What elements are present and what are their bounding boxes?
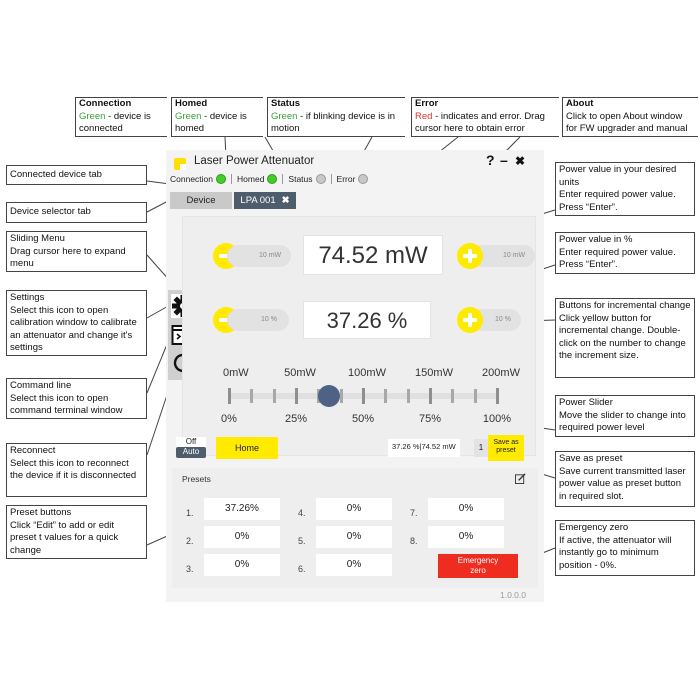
- tab-device-selector[interactable]: Device: [170, 192, 232, 209]
- preset-number: 7.: [410, 508, 418, 518]
- callout-power-slider: Power Slider Move the slider to change into required power level: [555, 395, 695, 437]
- divider: [231, 174, 232, 184]
- homed-indicator: Homed: [237, 174, 277, 184]
- preset-button-3[interactable]: 0%: [204, 554, 280, 576]
- power-percent-input[interactable]: 37.26 %: [303, 301, 431, 339]
- callout-homed: Homed Green - device is homed: [171, 97, 263, 137]
- slider-top-label: 200mW: [482, 367, 520, 379]
- callout-emergency-zero: Emergency zero If active, the attenuator will instantly go to minimum position - 0%.: [555, 520, 695, 576]
- tab-close-icon[interactable]: ✖: [281, 195, 290, 206]
- slider-tick: [340, 389, 343, 403]
- app-logo-icon: [174, 158, 186, 170]
- slider-tick: [228, 388, 231, 404]
- preset-button-4[interactable]: 0%: [316, 498, 392, 520]
- preset-number: 1.: [186, 508, 194, 518]
- error-led-icon[interactable]: [358, 174, 368, 184]
- callout-error: Error Red - indicates and error. Drag cursor here to obtain error: [411, 97, 559, 137]
- increase-percent-button[interactable]: [457, 307, 483, 333]
- callout-save-as-preset: Save as preset Save current transmitted laser power value as preset button in required slot.: [555, 451, 695, 507]
- slider-bottom-label: 75%: [418, 413, 442, 425]
- preset-number: 2.: [186, 536, 194, 546]
- preset-button-7[interactable]: 0%: [428, 498, 504, 520]
- version-label: 1.0.0.0: [500, 590, 526, 600]
- slider-tick: [273, 389, 276, 403]
- preset-number: 8.: [410, 536, 418, 546]
- divider: [331, 174, 332, 184]
- presets-panel: [172, 468, 538, 588]
- close-button[interactable]: ✖: [515, 154, 526, 168]
- preset-number: 4.: [298, 508, 306, 518]
- slider-bottom-label: 0%: [221, 413, 237, 425]
- preset-button-1[interactable]: 37.26%: [204, 498, 280, 520]
- tab-lpa-001[interactable]: LPA 001 ✖: [234, 192, 296, 209]
- slider-tick: [451, 389, 454, 403]
- preset-slot-selector[interactable]: 1: [474, 439, 488, 457]
- slider-tick: [429, 388, 432, 404]
- slider-top-label: 100mW: [348, 367, 386, 379]
- save-as-preset-button[interactable]: Save as preset: [488, 435, 524, 461]
- device-tabs: [170, 192, 296, 209]
- status-led-icon: [316, 174, 326, 184]
- callout-preset-buttons: Preset buttons Click “Edit” to add or edit preset t values for a quick change: [6, 505, 147, 559]
- homed-led-icon: [267, 174, 277, 184]
- slider-tick: [474, 389, 477, 403]
- callout-connection: Connection Green - device is connected: [75, 97, 167, 137]
- slider-bottom-label: 50%: [351, 413, 375, 425]
- app-title: Laser Power Attenuator: [194, 155, 315, 167]
- presets-title: Presets: [182, 474, 211, 484]
- slider-tick: [384, 389, 387, 403]
- callout-command-line: Command line Select this icon to open command terminal window: [6, 378, 147, 419]
- slider-tick: [496, 388, 499, 404]
- power-control-panel: [182, 216, 536, 456]
- laser-power-attenuator-window: [166, 150, 544, 602]
- callout-incremental-buttons: Buttons for incremental change Click yellow button for incremental change. Double-click on the number to change the increment size.: [555, 298, 695, 378]
- slider-tick: [295, 388, 298, 404]
- auto-toggle[interactable]: [176, 437, 206, 458]
- slider-knob[interactable]: [318, 385, 340, 407]
- callout-about: About Click to open About window for FW upgrader and manual: [562, 97, 698, 137]
- callout-power-units: Power value in your desired units Enter required power value. Press “Enter”.: [555, 162, 695, 216]
- status-indicators: [170, 174, 373, 184]
- preset-button-5[interactable]: 0%: [316, 526, 392, 548]
- status-indicator: Status: [288, 174, 325, 184]
- preset-button-8[interactable]: 0%: [428, 526, 504, 548]
- connection-led-icon: [216, 174, 226, 184]
- percent-increment-size-right[interactable]: 10 %: [471, 309, 521, 331]
- mw-increment-size[interactable]: 10 mW: [227, 245, 291, 267]
- callout-settings: Settings Select this icon to open calibration window to calibrate an attenuator and change it's settings: [6, 290, 147, 356]
- preset-number: 6.: [298, 564, 306, 574]
- slider-bottom-label: 100%: [482, 413, 512, 425]
- preset-button-6[interactable]: 0%: [316, 554, 392, 576]
- power-slider[interactable]: [213, 367, 520, 427]
- percent-increment-size[interactable]: 10 %: [227, 309, 289, 331]
- toggle-off-label: Off: [176, 437, 206, 447]
- increase-mw-button[interactable]: [457, 243, 483, 269]
- callout-power-percent: Power value in % Enter required power value. Press “Enter”.: [555, 232, 695, 274]
- minimize-button[interactable]: –: [500, 152, 508, 168]
- toggle-auto-label: Auto: [176, 447, 206, 458]
- edit-presets-icon[interactable]: [515, 473, 526, 484]
- callout-status: Status Green - if blinking device is in motion: [267, 97, 405, 137]
- divider: [282, 174, 283, 184]
- preset-number: 5.: [298, 536, 306, 546]
- home-button[interactable]: Home: [216, 437, 278, 459]
- about-help-button[interactable]: ?: [486, 152, 495, 168]
- callout-reconnect: Reconnect Select this icon to reconnect the device if it is disconnected: [6, 443, 147, 497]
- callout-device-selector-tab: Device selector tab: [6, 202, 147, 223]
- power-mw-input[interactable]: 74.52 mW: [303, 235, 443, 275]
- slider-tick: [407, 389, 410, 403]
- preset-button-2[interactable]: 0%: [204, 526, 280, 548]
- preset-number: 3.: [186, 564, 194, 574]
- slider-top-label: 150mW: [415, 367, 453, 379]
- power-readout: 37.26 %|74.52 mW: [388, 439, 460, 457]
- callout-connected-device-tab: Connected device tab: [6, 165, 147, 185]
- callout-sliding-menu: Sliding Menu Drag cursor here to expand menu: [6, 231, 147, 272]
- slider-bottom-label: 25%: [284, 413, 308, 425]
- slider-tick: [250, 389, 253, 403]
- emergency-zero-button[interactable]: Emergency zero: [438, 554, 518, 578]
- connection-indicator: Connection: [170, 174, 226, 184]
- slider-top-label: 50mW: [284, 367, 316, 379]
- slider-top-label: 0mW: [223, 367, 249, 379]
- error-indicator[interactable]: Error: [337, 174, 369, 184]
- mw-increment-size-right[interactable]: 10 mW: [471, 245, 535, 267]
- slider-tick: [362, 388, 365, 404]
